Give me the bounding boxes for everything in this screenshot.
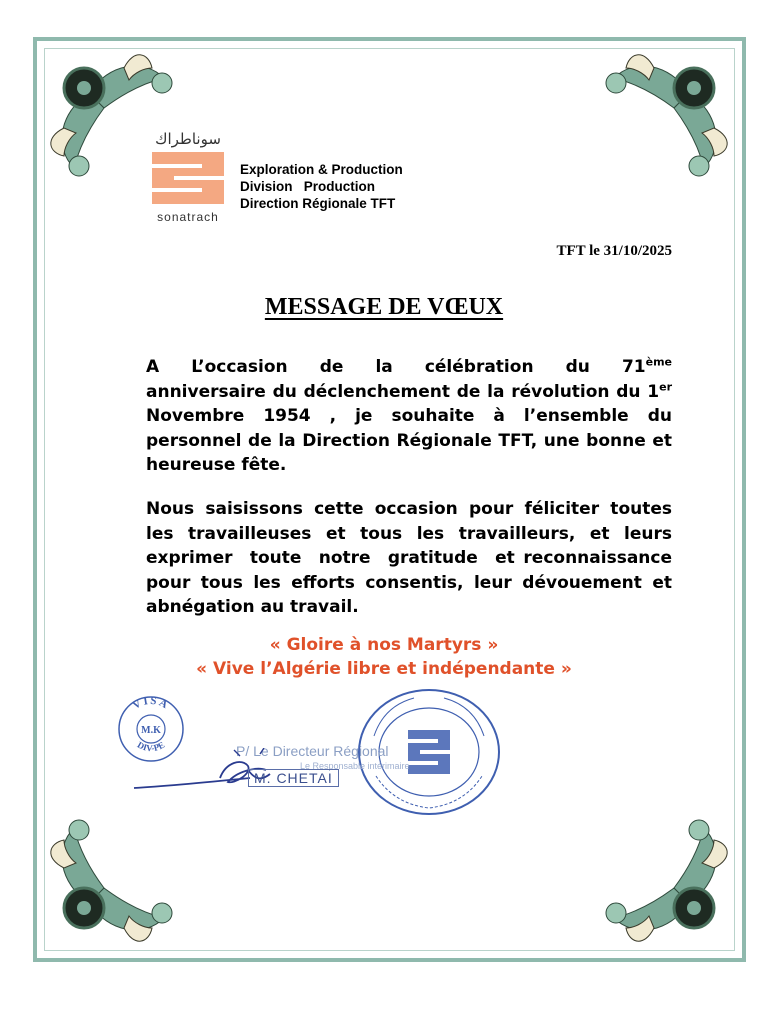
document-title: MESSAGE DE VŒUX [264, 294, 504, 320]
sonatrach-logo-mark [152, 152, 224, 204]
sonatrach-logo [148, 130, 228, 226]
signatory-subtitle: Le Responsable intérimaire [300, 761, 410, 771]
logo-arabic-text: سوناطراك [155, 130, 221, 148]
paragraph-1-superscript-2: er [659, 379, 672, 393]
slogan-line-2: « Vive l’Algérie libre et indépendante » [196, 659, 572, 679]
visa-stamp-bottom-text: DIV-PE [135, 739, 167, 754]
visa-stamp-top-text: VISA [130, 694, 172, 712]
slogan-line-1: « Gloire à nos Martyrs » [269, 635, 499, 655]
visa-stamp-center-text: M.K [141, 725, 161, 736]
paragraph-1-part-1: A L’occasion de la célébration du 71 [146, 357, 646, 377]
svg-text:VISA [131, 695, 172, 712]
paragraph-2: Nous saisissons cette occasion pour féliciter toutes les travailleuses et tous les travailleurs, et leurs exprimer toute notre gratitude et reconnaissance pour tous les efforts consentis, leur dévouement et abnégation au travail. [146, 499, 684, 617]
signatory-title: P/ Le Directeur Régional [236, 743, 389, 759]
letterhead-line-1: Exploration & Production [240, 162, 403, 177]
paragraph-1 [146, 355, 684, 478]
signatory-name: M. CHETAI [248, 769, 339, 787]
letterhead-line-2: Division Production [240, 179, 376, 194]
paragraph-1-superscript-1: ème [645, 355, 672, 369]
floral-corner-ornament-bottom-right [594, 808, 744, 958]
logo-latin-text: sonatrach [157, 210, 219, 224]
letterhead [240, 161, 403, 212]
paragraph-1-part-2: anniversaire du déclenchement de la révolution du 1 [146, 357, 678, 402]
floral-corner-ornament-bottom-left [34, 808, 184, 958]
document-date: TFT le 31/10/2025 [556, 243, 672, 259]
floral-corner-ornament-top-right [594, 38, 744, 188]
letterhead-line-3: Direction Régionale TFT [240, 196, 396, 211]
paragraph-1-part-3: Novembre 1954 , je souhaite à l’ensemble du personnel de la Direction Régionale TFT, une bonne et heureuse fête. [146, 381, 684, 475]
